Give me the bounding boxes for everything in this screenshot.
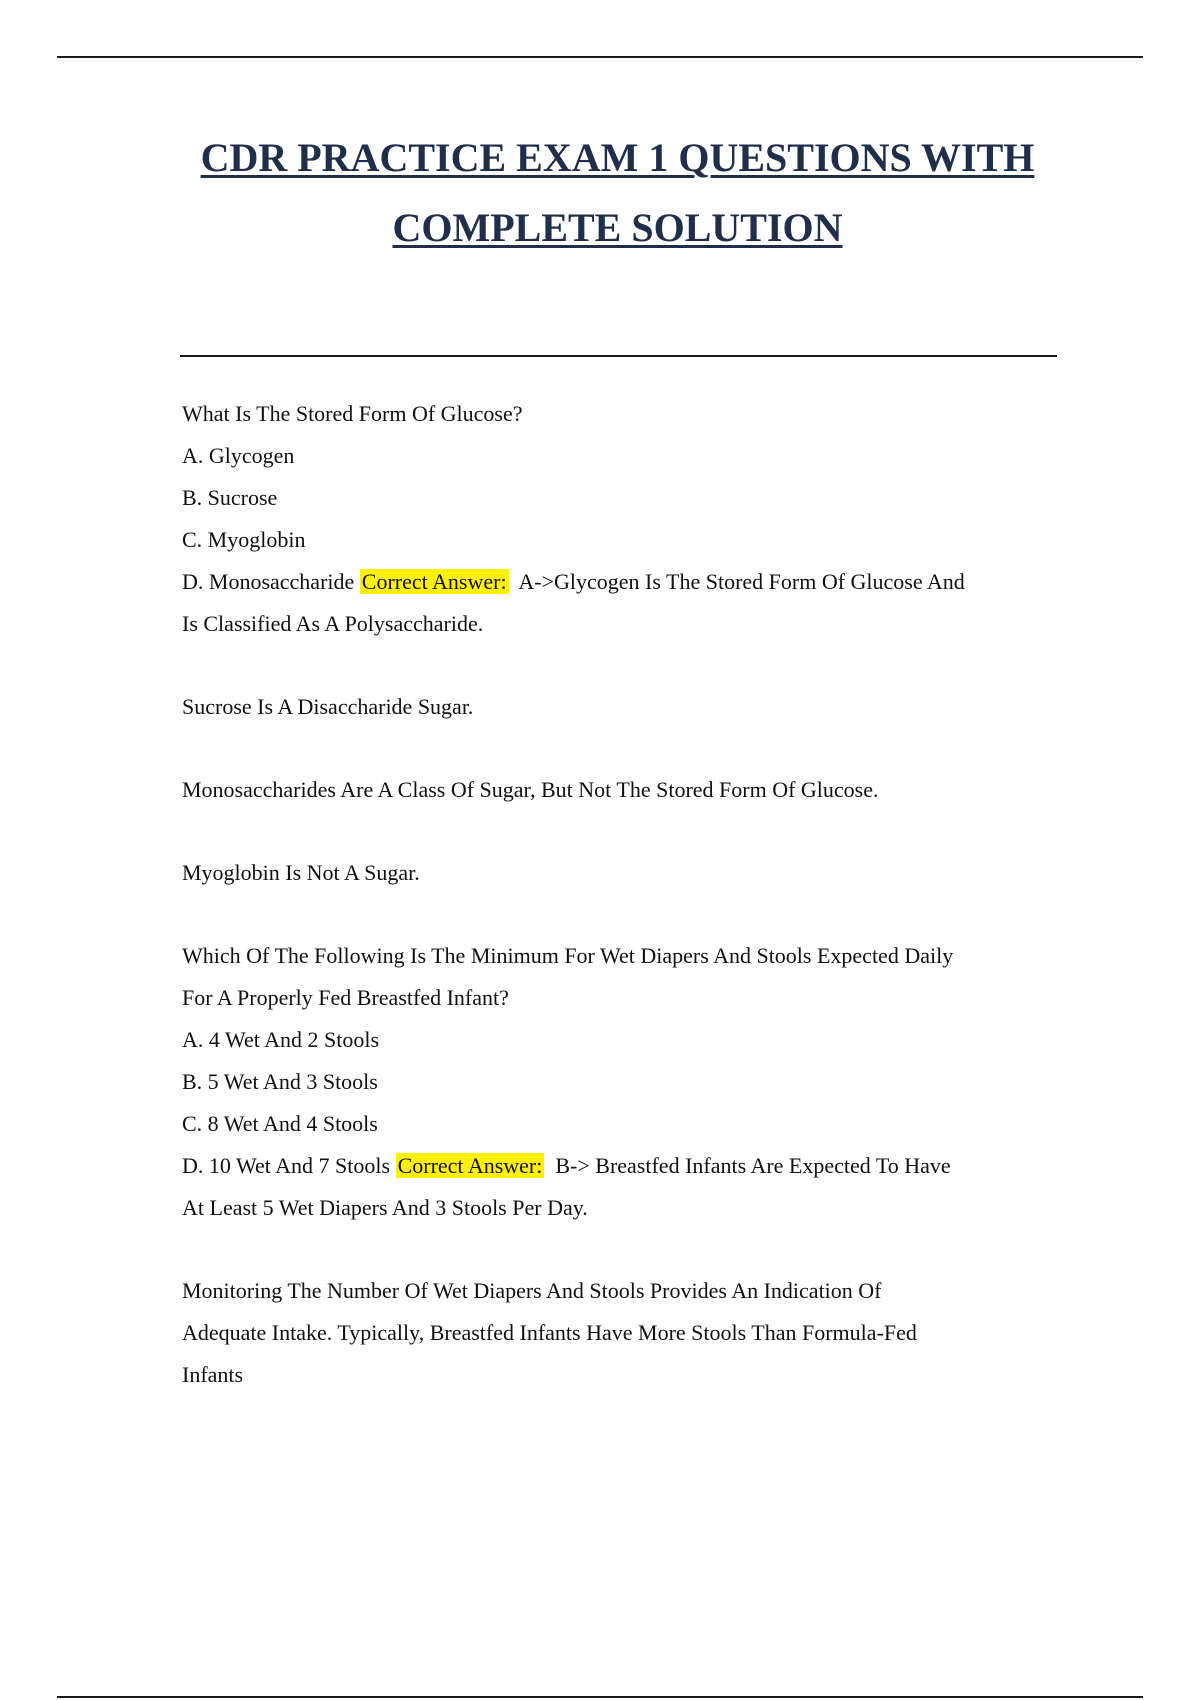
option-c: C. Myoglobin (182, 527, 306, 552)
question-block-1 (182, 393, 1062, 894)
explanation-note: Adequate Intake. Typically, Breastfed Infants Have More Stools Than Formula-Fed (182, 1320, 917, 1345)
option-c: C. 8 Wet And 4 Stools (182, 1111, 378, 1136)
option-b: B. 5 Wet And 3 Stools (182, 1069, 378, 1094)
question-text-continued: For A Properly Fed Breastfed Infant? (182, 985, 509, 1010)
option-a: A. 4 Wet And 2 Stools (182, 1027, 380, 1052)
correct-answer-label: Correct Answer: (397, 1153, 543, 1178)
option-d-line (182, 1145, 1062, 1187)
explanation-note: Monitoring The Number Of Wet Diapers And Stools Provides An Indication Of (182, 1278, 882, 1303)
answer-explanation-continued: At Least 5 Wet Diapers And 3 Stools Per Day. (182, 1195, 588, 1220)
document-body (182, 393, 1062, 1396)
question-text: Which Of The Following Is The Minimum For Wet Diapers And Stools Expected Daily (182, 943, 954, 968)
question-block-2 (182, 935, 1062, 1396)
option-b: B. Sucrose (182, 485, 278, 510)
explanation-note: Myoglobin Is Not A Sugar. (182, 860, 420, 885)
answer-explanation: B-> Breastfed Infants Are Expected To Have (555, 1153, 951, 1178)
document-title (120, 135, 1115, 250)
option-a: A. Glycogen (182, 443, 295, 468)
option-d-line (182, 561, 1062, 603)
option-d: D. Monosaccharide (182, 569, 355, 594)
title-divider-rule (180, 355, 1057, 357)
title-line-1: CDR PRACTICE EXAM 1 QUESTIONS WITH (200, 135, 1035, 180)
option-d: D. 10 Wet And 7 Stools (182, 1153, 391, 1178)
header-rule (57, 56, 1143, 58)
answer-explanation-continued: Is Classified As A Polysaccharide. (182, 611, 484, 636)
title-line-2: COMPLETE SOLUTION (392, 205, 843, 250)
answer-explanation: A->Glycogen Is The Stored Form Of Glucose And (518, 569, 965, 594)
footer-rule (57, 1696, 1143, 1698)
correct-answer-label: Correct Answer: (361, 569, 507, 594)
explanation-note: Infants (182, 1362, 244, 1387)
explanation-note: Monosaccharides Are A Class Of Sugar, But Not The Stored Form Of Glucose. (182, 777, 879, 802)
explanation-note: Sucrose Is A Disaccharide Sugar. (182, 694, 474, 719)
question-text: What Is The Stored Form Of Glucose? (182, 401, 523, 426)
